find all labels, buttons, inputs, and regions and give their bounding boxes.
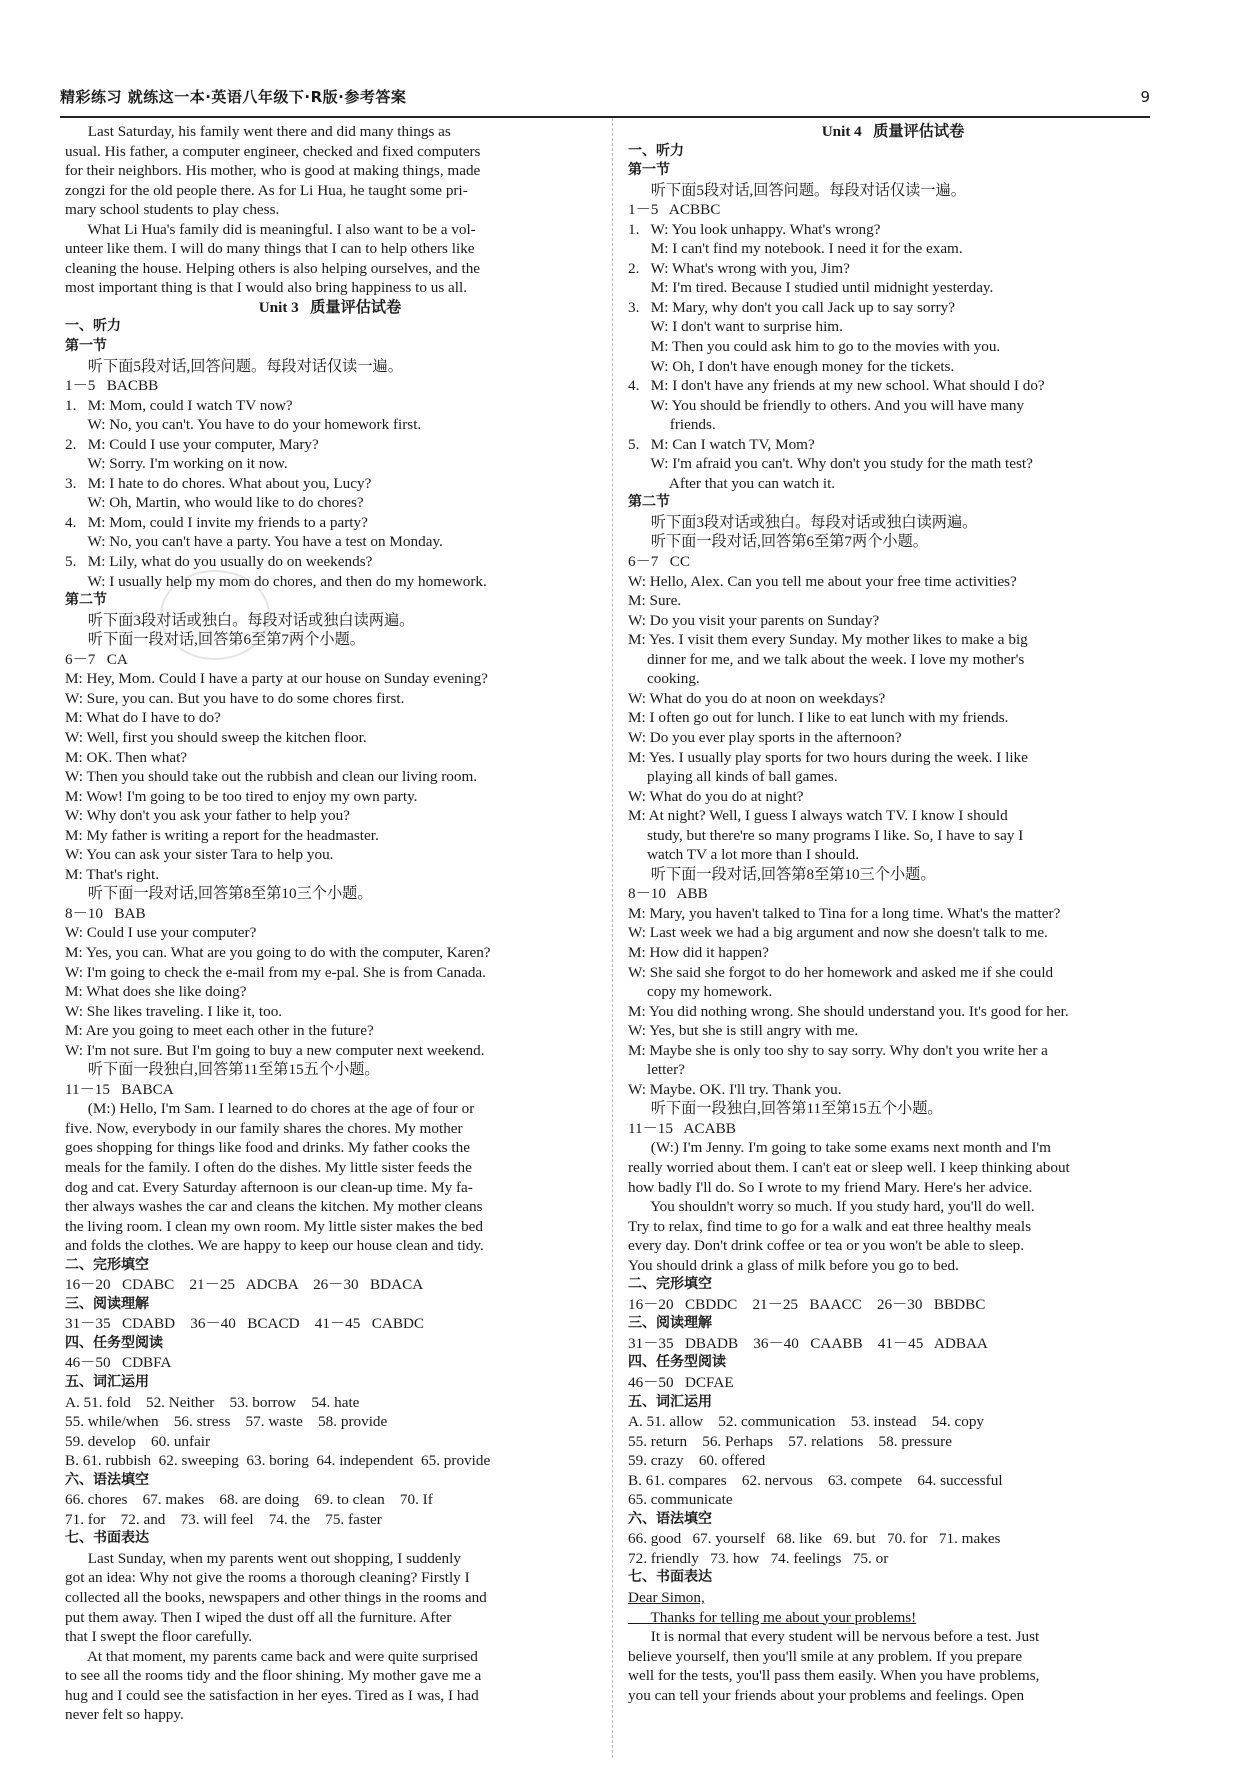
text-line: meals for the family. I often do the dishes. My little sister feeds the <box>65 1158 472 1176</box>
text-line: five. Now, everybody in our family shares the chores. My mother <box>65 1119 463 1137</box>
text-line: You shouldn't worry so much. If you study hard, you'll do well. <box>628 1198 1035 1216</box>
text-line: W: Sure, you can. But you have to do some chores first. <box>65 689 405 707</box>
text-line: 2. M: Could I use your computer, Mary? <box>65 435 319 453</box>
text-line: M: What do I have to do? <box>65 709 221 727</box>
text-line: W: What do you do at night? <box>628 787 804 805</box>
text-line: W: She likes traveling. I like it, too. <box>65 1002 283 1020</box>
text-line: W: Yes, but she is still angry with me. <box>628 1022 859 1040</box>
text-line: Dear Simon, <box>628 1589 705 1607</box>
text-line: B. 61. rubbish 62. sweeping 63. boring 64. independent 65. provide <box>65 1452 491 1470</box>
text-line: 六、语法填空 <box>628 1510 712 1527</box>
text-line: W: Oh, Martin, who would like to do chores? <box>65 494 364 512</box>
text-line: W: I usually help my mom do chores, and then do my homework. <box>65 572 487 590</box>
text-line: 第二节 <box>628 494 670 511</box>
text-line: W: She said she forgot to do her homework and asked me if she could <box>628 963 1054 981</box>
text-line: the living room. I clean my own room. My little sister makes the bed <box>65 1217 483 1235</box>
text-line: to see all the rooms tidy and the floor shining. My mother gave me a <box>65 1667 482 1685</box>
text-line: collected all the books, newspapers and other things in the rooms and <box>65 1589 487 1607</box>
text-line: 71. for 72. and 73. will feel 74. the 75. faster <box>65 1510 382 1528</box>
text-line: Try to relax, find time to go for a walk and eat three healthy meals <box>628 1217 1032 1235</box>
text-line: dog and cat. Every Saturday afternoon is our clean-up time. My fa- <box>65 1178 473 1196</box>
text-line: (M:) Hello, I'm Sam. I learned to do chores at the age of four or <box>65 1100 475 1118</box>
text-line: M: Yes. I usually play sports for two hours during the week. I like <box>628 748 1028 766</box>
text-line: W: I'm going to check the e-mail from my e-pal. She is from Canada. <box>65 963 486 981</box>
text-line: W: Sorry. I'm working on it now. <box>65 455 288 473</box>
text-line: 66. good 67. yourself 68. like 69. but 70. for 71. makes <box>628 1530 1001 1548</box>
text-line: After that you can watch it. <box>628 474 836 492</box>
text-line: copy my homework. <box>628 983 773 1001</box>
text-line: M: I can't find my notebook. I need it for the exam. <box>628 240 963 258</box>
text-line: 听下面一段对话,回答第8至第10三个小题。 <box>628 865 936 883</box>
text-line: mary school students to play chess. <box>65 201 280 219</box>
text-line: never felt so happy. <box>65 1706 184 1724</box>
text-line: friends. <box>628 416 716 434</box>
text-line: 七、书面表达 <box>65 1530 149 1547</box>
right-column <box>628 122 1158 1705</box>
text-line: ther always washes the car and cleans the kitchen. My mother cleans <box>65 1198 483 1216</box>
text-line: usual. His father, a computer engineer, checked and fixed computers <box>65 142 481 160</box>
text-line: 72. friendly 73. how 74. feelings 75. or <box>628 1549 889 1567</box>
text-line: 8－10 ABB <box>628 885 708 903</box>
text-line: 三、阅读理解 <box>65 1295 149 1312</box>
text-line: 1－5 BACBB <box>65 377 159 395</box>
text-line: 55. return 56. Perhaps 57. relations 58. pressure <box>628 1432 952 1450</box>
text-line: you can tell your friends about your problems and feelings. Open <box>628 1686 1025 1704</box>
text-line: cleaning the house. Helping others is also helping ourselves, and the <box>65 259 481 277</box>
text-line: 第二节 <box>65 592 107 609</box>
text-line: hug and I could see the satisfaction in her eyes. Tired as I was, I had <box>65 1686 479 1704</box>
text-line: 第一节 <box>65 338 107 355</box>
text-line: 听下面3段对话或独白。每段对话或独白读两遍。 <box>65 611 415 629</box>
text-line: M: Hey, Mom. Could I have a party at our house on Sunday evening? <box>65 670 488 688</box>
text-line: M: Yes, you can. What are you going to do with the computer, Karen? <box>65 943 491 961</box>
text-line: put them away. Then I wiped the dust off all the furniture. After <box>65 1608 452 1626</box>
text-line: dinner for me, and we talk about the week. I love my mother's <box>628 650 1025 668</box>
text-line: A. 51. allow 52. communication 53. instead 54. copy <box>628 1413 985 1431</box>
watermark-stamp <box>160 570 270 660</box>
text-line: W: No, you can't. You have to do your homework first. <box>65 416 422 434</box>
text-line: 8－10 BAB <box>65 904 146 922</box>
text-line: 6－7 CC <box>628 553 691 571</box>
text-line: 31－35 DBADB 36－40 CAABB 41－45 ADBAA <box>628 1334 988 1352</box>
text-line: M: Yes. I visit them every Sunday. My mother likes to make a big <box>628 631 1028 649</box>
text-line: 听下面一段对话,回答第8至第10三个小题。 <box>65 885 373 903</box>
text-line: 三、阅读理解 <box>628 1315 712 1332</box>
text-line: 五、词汇运用 <box>65 1374 149 1390</box>
text-line: M: OK. Then what? <box>65 748 188 766</box>
text-line: 6－7 CA <box>65 650 128 668</box>
text-line: 二、完形填空 <box>628 1276 712 1293</box>
text-line: 五、词汇运用 <box>628 1393 712 1410</box>
text-line: 听下面5段对话,回答问题。每段对话仅读一遍。 <box>65 357 403 375</box>
text-line: At that moment, my parents came back and were quite surprised <box>65 1647 478 1665</box>
page-header <box>60 78 1150 114</box>
text-line: 四、任务型阅读 <box>628 1354 726 1371</box>
text-line: W: You should be friendly to others. And you will have many <box>628 396 1025 414</box>
text-line: M: Mary, you haven't talked to Tina for a long time. What's the matter? <box>628 904 1061 922</box>
text-line: M: What does she like doing? <box>65 983 247 1001</box>
text-line: 听下面一段对话,回答第6至第7两个小题。 <box>628 533 928 551</box>
text-line: goes shopping for things like food and drinks. My father cooks the <box>65 1139 470 1157</box>
text-line: really worried about them. I can't eat or sleep well. I keep thinking about <box>628 1158 1070 1176</box>
text-line: A. 51. fold 52. Neither 53. borrow 54. hate <box>65 1393 360 1411</box>
text-line: 2. W: What's wrong with you, Jim? <box>628 259 850 277</box>
text-line: 59. develop 60. unfair <box>65 1432 211 1450</box>
text-line: 1－5 ACBBC <box>628 201 721 219</box>
text-line: well for the tests, you'll pass them easily. When you have problems, <box>628 1667 1040 1685</box>
text-line: W: Last week we had a big argument and now she doesn't talk to me. <box>628 924 1048 942</box>
text-line: W: I don't want to surprise him. <box>628 318 843 336</box>
text-line: M: You did nothing wrong. She should understand you. It's good for her. <box>628 1002 1069 1020</box>
header-rule <box>60 116 1150 118</box>
text-line: W: Well, first you should sweep the kitchen floor. <box>65 728 367 746</box>
text-line: believe yourself, then you'll smile at any problem. If you prepare <box>628 1647 1023 1665</box>
text-line: 55. while/when 56. stress 57. waste 58. provide <box>65 1413 388 1431</box>
text-line: Last Sunday, when my parents went out shopping, I suddenly <box>65 1549 461 1567</box>
text-line: You should drink a glass of milk before you go to bed. <box>628 1256 959 1274</box>
text-line: W: I'm afraid you can't. Why don't you study for the math test? <box>628 455 1033 473</box>
text-line: M: Maybe she is only too shy to say sorry. Why don't you write her a <box>628 1041 1048 1059</box>
text-line: W: No, you can't have a party. You have a test on Monday. <box>65 533 443 551</box>
text-line: 第一节 <box>628 162 670 179</box>
text-line: M: I'm tired. Because I studied until midnight yesterday. <box>628 279 994 297</box>
text-line: 11－15 ACABB <box>628 1119 736 1137</box>
text-line: 3. M: Mary, why don't you call Jack up to say sorry? <box>628 298 955 316</box>
text-line: letter? <box>628 1061 685 1079</box>
text-line: every day. Don't drink coffee or tea or you won't be able to sleep. <box>628 1237 1024 1255</box>
text-line: Unit 3 质量评估试卷 <box>258 298 402 316</box>
text-line: unteer like them. I will do many things that I can to help others like <box>65 240 475 258</box>
text-line: 听下面一段独白,回答第11至第15五个小题。 <box>65 1061 380 1079</box>
text-line: W: Why don't you ask your father to help you? <box>65 807 350 825</box>
text-line: 5. M: Can I watch TV, Mom? <box>628 435 815 453</box>
text-line: M: Wow! I'm going to be too tired to enjoy my own party. <box>65 787 418 805</box>
text-line: W: Do you ever play sports in the afternoon? <box>628 728 902 746</box>
column-divider <box>612 118 613 1758</box>
text-line: 七、书面表达 <box>628 1569 712 1586</box>
text-line: M: Then you could ask him to go to the movies with you. <box>628 338 1001 356</box>
text-line: 31－35 CDABD 36－40 BCACD 41－45 CABDC <box>65 1315 425 1333</box>
text-line: playing all kinds of ball games. <box>628 768 838 786</box>
text-line: 46－50 DCFAE <box>628 1374 734 1391</box>
header-title: 精彩练习 就练这一本·英语八年级下·R版·参考答案 <box>60 88 407 106</box>
text-line: W: What do you do at noon on weekdays? <box>628 689 886 707</box>
text-line: 4. M: Mom, could I invite my friends to a party? <box>65 513 368 531</box>
text-line: It is normal that every student will be nervous before a test. Just <box>628 1628 1040 1646</box>
text-line: Thanks for telling me about your problems! <box>628 1608 917 1626</box>
text-line: study, but there're so many programs I like. So, I have to say I <box>628 826 1024 844</box>
text-line: 听下面3段对话或独白。每段对话或独白读两遍。 <box>628 513 978 531</box>
text-line: B. 61. compares 62. nervous 63. compete 64. successful <box>628 1471 1003 1489</box>
text-line: 六、语法填空 <box>65 1471 149 1488</box>
text-line: 4. M: I don't have any friends at my new school. What should I do? <box>628 377 1045 395</box>
text-line: watch TV a lot more than I should. <box>628 846 860 864</box>
text-line: M: I often go out for lunch. I like to eat lunch with my friends. <box>628 709 1009 727</box>
text-line: M: That's right. <box>65 865 160 883</box>
text-line: 听下面一段独白,回答第11至第15五个小题。 <box>628 1100 943 1118</box>
text-line: 16－20 CBDDC 21－25 BAACC 26－30 BBDBC <box>628 1295 986 1313</box>
text-line: (W:) I'm Jenny. I'm going to take some exams next month and I'm <box>628 1139 1051 1157</box>
page-number: 9 <box>1140 88 1150 106</box>
text-line: M: How did it happen? <box>628 943 769 961</box>
text-line: 59. crazy 60. offered <box>628 1452 766 1470</box>
text-line: 二、完形填空 <box>65 1256 149 1273</box>
text-line: got an idea: Why not give the rooms a thorough cleaning? Firstly I <box>65 1569 470 1587</box>
text-line: 听下面一段对话,回答第6至第7两个小题。 <box>65 631 365 649</box>
text-line: W: You can ask your sister Tara to help you. <box>65 846 334 864</box>
text-line: W: Then you should take out the rubbish and clean our living room. <box>65 768 478 786</box>
text-line: What Li Hua's family did is meaningful. I also want to be a vol- <box>65 220 476 238</box>
text-line: M: My father is writing a report for the headmaster. <box>65 826 379 844</box>
text-line: 3. M: I hate to do chores. What about you, Lucy? <box>65 474 372 492</box>
text-line: W: Maybe. OK. I'll try. Thank you. <box>628 1080 842 1098</box>
text-line: 听下面5段对话,回答问题。每段对话仅读一遍。 <box>628 181 966 199</box>
text-line: Last Saturday, his family went there and did many things as <box>65 123 451 140</box>
text-line: M: Sure. <box>628 592 682 610</box>
text-line: W: Could I use your computer? <box>65 924 257 942</box>
text-line: 46－50 CDBFA <box>65 1354 172 1372</box>
text-line: 一、听力 <box>628 142 684 159</box>
text-line: cooking. <box>628 670 700 688</box>
text-line: 11－15 BABCA <box>65 1080 174 1098</box>
text-line: W: I'm not sure. But I'm going to buy a new computer next weekend. <box>65 1041 485 1059</box>
text-line: zongzi for the old people there. As for Li Hua, he taught some pri- <box>65 181 468 199</box>
text-line: 5. M: Lily, what do you usually do on weekends? <box>65 553 373 571</box>
text-line: W: Do you visit your parents on Sunday? <box>628 611 880 629</box>
text-line: 1. M: Mom, could I watch TV now? <box>65 396 293 414</box>
text-line: most important thing is that I would also bring happiness to us all. <box>65 279 468 297</box>
text-line: W: Hello, Alex. Can you tell me about your free time activities? <box>628 572 1017 590</box>
text-line: M: At night? Well, I guess I always watch TV. I know I should <box>628 807 1008 825</box>
text-line: 四、任务型阅读 <box>65 1334 163 1351</box>
text-line: 16－20 CDABC 21－25 ADCBA 26－30 BDACA <box>65 1276 424 1294</box>
left-column <box>65 122 595 1725</box>
text-line: 1. W: You look unhappy. What's wrong? <box>628 220 881 238</box>
text-line: for their neighbors. His mother, who is good at making things, made <box>65 162 481 180</box>
text-line: 66. chores 67. makes 68. are doing 69. to clean 70. If <box>65 1491 433 1509</box>
text-line: Unit 4 质量评估试卷 <box>821 123 965 140</box>
text-line: W: Oh, I don't have enough money for the tickets. <box>628 357 955 375</box>
text-line: M: Are you going to meet each other in the future? <box>65 1022 374 1040</box>
text-line: how badly I'll do. So I wrote to my friend Mary. Here's her advice. <box>628 1178 1033 1196</box>
text-line: and folds the clothes. We are happy to keep our house clean and tidy. <box>65 1237 484 1255</box>
text-line: 65. communicate <box>628 1491 733 1509</box>
text-line: 一、听力 <box>65 318 121 335</box>
text-line: that I swept the floor carefully. <box>65 1628 253 1646</box>
